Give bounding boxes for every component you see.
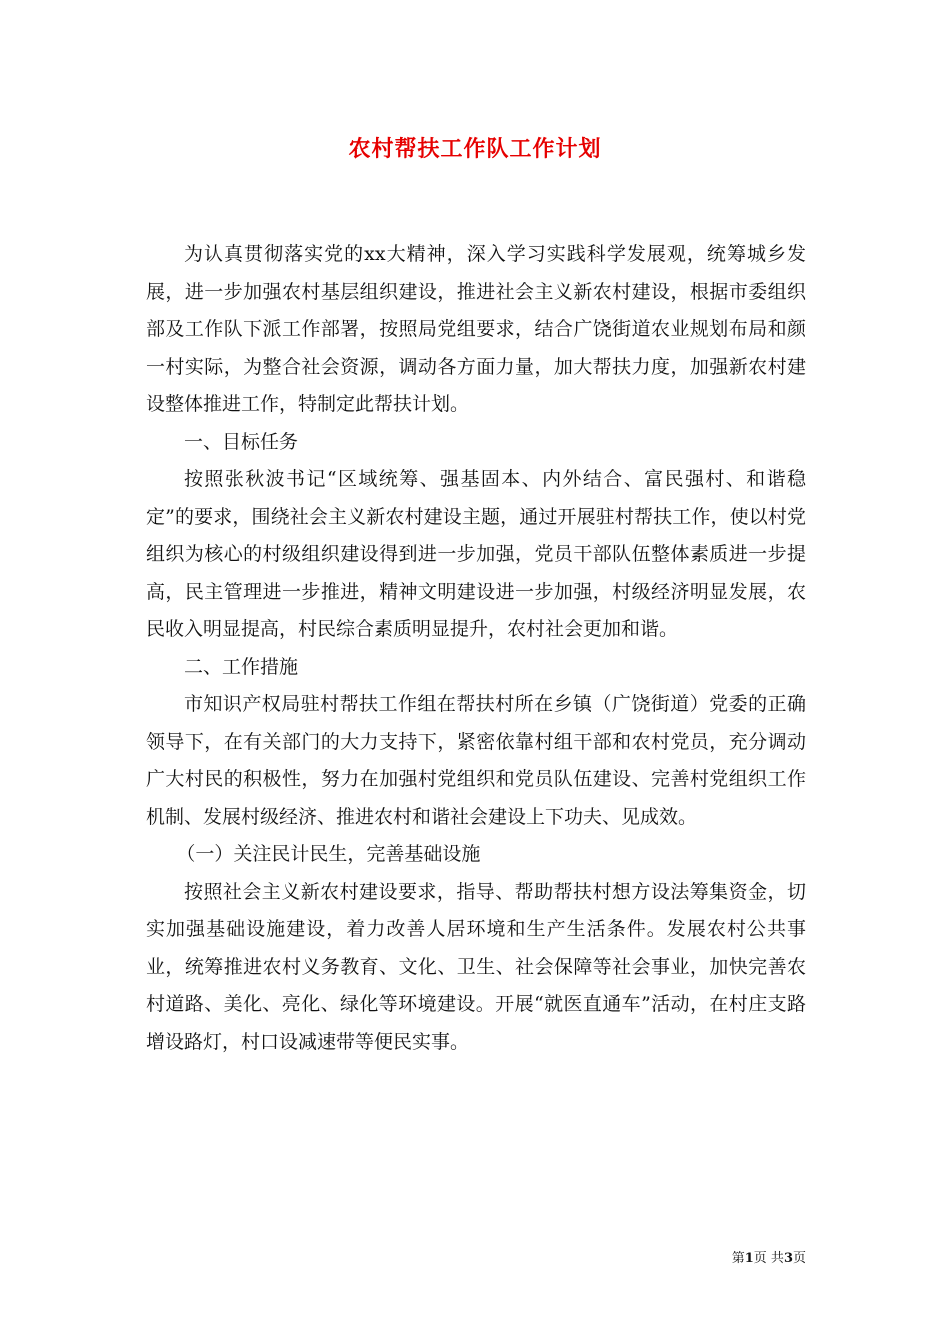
infrastructure-paragraph: 按照社会主义新农村建设要求，指导、帮助帮扶村想方设法筹集资金，切实加强基础设施建设，着力改善人居环境和生产生活条件。发展农村公共事业，统筹推进农村义务教育、文化、卫生、社会保障等社会事业，加快完善农村道路、美化、亮化、绿化等环境建设。开展“就医直通车”活动，在村庄支路增设路灯，村口设减速带等便民实事。 [146, 880, 806, 1053]
document-title: 农村帮扶工作队工作计划 [348, 136, 602, 162]
footer-total-pages: 3 [783, 1251, 793, 1266]
footer-suffix: 页 [792, 1251, 806, 1266]
document-body [146, 236, 806, 1061]
page-footer [0, 1247, 806, 1266]
measures-paragraph: 市知识产权局驻村帮扶工作组在帮扶村所在乡镇（广饶街道）党委的正确领导下，在有关部门的大力支持下，紧密依靠村组干部和农村党员，充分调动广大村民的积极性，努力在加强村党组织和党员队伍建设、完善村党组织工作机制、发展村级经济、推进农村和谐社会建设上下功夫、见成效。 [146, 693, 806, 828]
section-heading-goals: 一、目标任务 [184, 430, 299, 453]
goals-paragraph: 按照张秋波书记“区域统筹、强基固本、内外结合、富民强村、和谐稳定”的要求，围绕社会主义新农村建设主题，通过开展驻村帮扶工作，使以村党组织为核心的村级组织建设得到进一步加强，党员干部队伍整体素质进一步提高，民主管理进一步推进，精神文明建设进一步加强，村级经济明显发展，农民收入明显提高，村民综合素质明显提升，农村社会更加和谐。 [146, 468, 806, 640]
footer-current-page: 1 [744, 1251, 754, 1266]
subsection-heading-infrastructure: （一）关注民计民生，完善基础设施 [176, 843, 481, 865]
section-heading-measures: 二、工作措施 [184, 655, 299, 678]
footer-prefix: 第 [731, 1251, 745, 1266]
footer-middle: 页 共 [753, 1251, 784, 1266]
intro-paragraph: 为认真贯彻落实党的xx大精神，深入学习实践科学发展观，统筹城乡发展，进一步加强农村基层组织建设，推进社会主义新农村建设，根据市委组织部及工作队下派工作部署，按照局党组要求，结合广饶街道农业规划布局和颜一村实际，为整合社会资源，调动各方面力量，加大帮扶力度，加强新农村建设整体推进工作，特制定此帮扶计划。 [146, 243, 806, 415]
